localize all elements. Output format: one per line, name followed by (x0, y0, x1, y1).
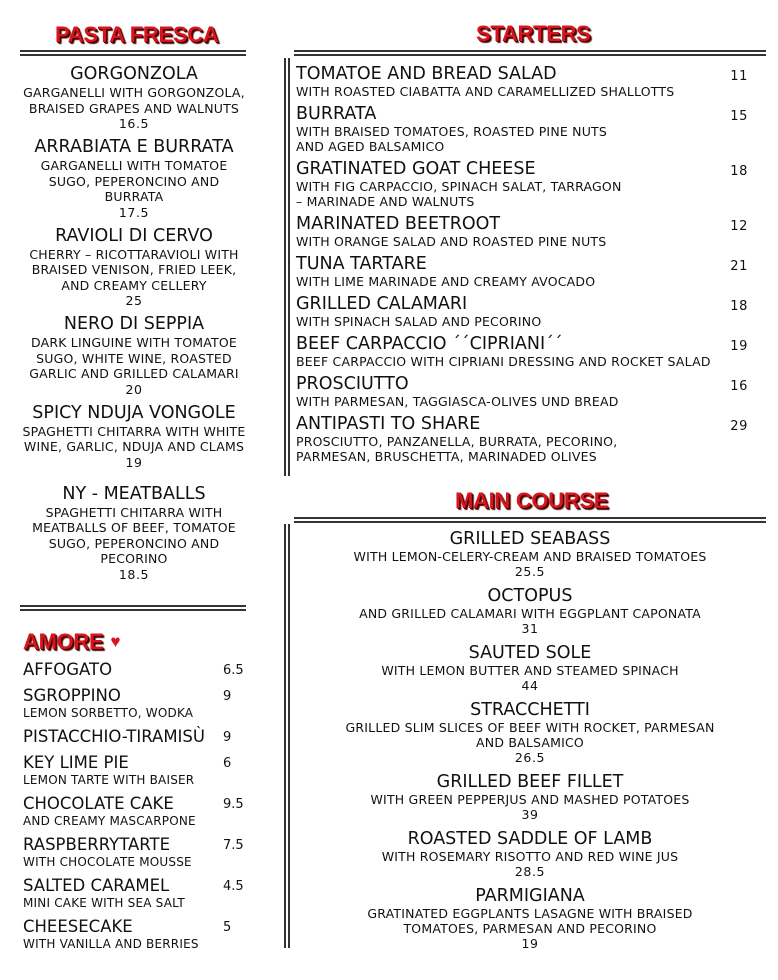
starter-item (296, 64, 748, 99)
starter-price: 18 (730, 299, 748, 314)
dessert-price: 9.5 (223, 797, 244, 812)
main-course-name: GRILLED BEEF FILLET (436, 772, 624, 792)
amore-title: AMORE (23, 629, 104, 654)
main-course-name: ROASTED SADDLE OF LAMB (407, 829, 653, 849)
starter-item (296, 159, 748, 209)
starter-name: MARINATED BEETROOT (296, 214, 501, 234)
main-course-item (292, 700, 768, 765)
pasta-list (18, 64, 250, 588)
starter-price: 16 (730, 379, 748, 394)
starter-name: BEEF CARPACCIO ´´CIPRIANI´´ (296, 334, 563, 354)
starter-price: 18 (730, 164, 748, 179)
pasta-price: 16.5 (118, 116, 150, 131)
starter-price: 29 (730, 419, 748, 434)
pasta-price: 17.5 (118, 204, 150, 220)
dessert-description: WITH VANILLA AND BERRIES (23, 937, 199, 951)
dessert-item (23, 686, 249, 721)
pasta-price: 19 (125, 454, 143, 470)
pasta-description: CHERRY – RICOTTARAVIOLI WITH BRAISED VENISON, FRIED LEEK, AND CREAMY CELLERY (29, 246, 239, 293)
pasta-top-rule (20, 50, 246, 56)
main-course-item (292, 772, 768, 822)
main-course-price: 28.5 (514, 864, 546, 879)
starter-description: WITH SPINACH SALAD AND PECORINO (296, 314, 542, 329)
starter-item (296, 254, 748, 289)
starter-name: TOMATOE AND BREAD SALAD (296, 64, 557, 84)
main-course-item (292, 586, 768, 636)
pasta-description: DARK LINGUINE WITH TOMATOE SUGO, WHITE WINE, ROASTED GARLIC AND GRILLED CALAMARI (29, 335, 239, 381)
pasta-item (18, 314, 250, 397)
pasta-description: GARGANELLI WITH TOMATOE SUGO, PEPERONCINO AND BURRATA (40, 158, 228, 204)
starter-item (296, 414, 748, 464)
pasta-name: NY - MEATBALLS (62, 483, 206, 504)
main-course-name: OCTOPUS (487, 586, 573, 606)
pasta-item (18, 484, 250, 582)
main-course-price: 19 (521, 936, 539, 951)
dessert-price: 4.5 (223, 879, 244, 894)
starters-heading: STARTERS (476, 21, 591, 46)
pasta-price: 25 (125, 293, 143, 308)
starter-price: 12 (730, 219, 748, 234)
main-course-item (292, 529, 768, 579)
starter-price: 21 (730, 259, 748, 274)
pasta-name: GORGONZOLA (70, 64, 198, 84)
main-course-description: WITH GREEN PEPPERJUS AND MASHED POTATOES (370, 792, 690, 807)
dessert-price: 5 (223, 920, 232, 935)
main-course-item (292, 829, 768, 879)
dessert-name: RASPBERRYTARTE (23, 835, 171, 854)
dessert-description: WITH CHOCOLATE MOUSSE (23, 855, 192, 869)
main-course-price: 31 (521, 621, 539, 636)
dessert-item (23, 727, 249, 747)
dessert-name: KEY LIME PIE (23, 753, 129, 772)
starter-item (296, 214, 748, 249)
dessert-item (23, 794, 249, 829)
main-course-price: 39 (521, 807, 539, 822)
main-course-description: WITH LEMON-CELERY-CREAM AND BRAISED TOMATOES (353, 549, 707, 564)
starter-name: TUNA TARTARE (296, 254, 427, 274)
dessert-price: 6 (223, 756, 232, 771)
dessert-item (23, 917, 249, 952)
pasta-description: GARGANELLI WITH GORGONZOLA, BRAISED GRAPES AND WALNUTS (23, 85, 245, 116)
pasta-description: SPAGHETTI CHITARRA WITH MEATBALLS OF BEEF, TOMATOE SUGO, PEPERONCINO AND PECORINO (32, 504, 236, 566)
main-course-top-rule (294, 517, 766, 523)
starters-top-rule (294, 50, 766, 56)
starter-description: WITH FIG CARPACCIO, SPINACH SALAT, TARRAGON – MARINADE AND WALNUTS (296, 179, 622, 209)
dessert-description: AND CREAMY MASCARPONE (23, 814, 196, 828)
starter-name: BURRATA (296, 104, 377, 124)
heart-icon: ♥ (110, 632, 121, 651)
dessert-price: 9 (223, 689, 232, 704)
starter-price: 15 (730, 109, 748, 124)
dessert-name: SGROPPINO (23, 686, 121, 705)
pasta-name: SPICY NDUJA VONGOLE (32, 402, 236, 423)
dessert-name: CHOCOLATE CAKE (23, 794, 174, 813)
dessert-name: AFFOGATO (23, 660, 113, 679)
starter-name: GRILLED CALAMARI (296, 294, 468, 314)
dessert-item (23, 660, 249, 680)
main-course-item (292, 886, 768, 951)
dessert-item (23, 876, 249, 911)
dessert-item (23, 753, 249, 788)
pasta-bottom-rule (20, 605, 246, 611)
main-course-side-rule (284, 524, 290, 948)
pasta-price: 18.5 (118, 566, 150, 582)
amore-list (23, 660, 249, 958)
pasta-description: SPAGHETTI CHITARRA WITH WHITE WINE, GARLIC, NDUJA AND CLAMS (22, 423, 246, 454)
starter-item (296, 334, 748, 369)
starters-list (296, 64, 748, 469)
starter-name: PROSCIUTTO (296, 374, 409, 394)
main-course-item (292, 643, 768, 693)
main-course-description: WITH LEMON BUTTER AND STEAMED SPINACH (381, 663, 679, 678)
dessert-description: LEMON TARTE WITH BAISER (23, 773, 195, 787)
dessert-description: MINI CAKE WITH SEA SALT (23, 896, 185, 910)
starter-description: WITH ROASTED CIABATTA AND CARAMELLIZED SHALLOTTS (296, 84, 675, 99)
starter-description: WITH BRAISED TOMATOES, ROASTED PINE NUTS AND AGED BALSAMICO (296, 124, 608, 154)
starter-item (296, 294, 748, 329)
starter-name: ANTIPASTI TO SHARE (296, 414, 481, 434)
dessert-item (23, 835, 249, 870)
main-course-price: 26.5 (514, 750, 546, 765)
dessert-price: 9 (223, 730, 232, 745)
starter-description: BEEF CARPACCIO WITH CIPRIANI DRESSING AND ROCKET SALAD (296, 354, 711, 369)
main-course-heading: MAIN COURSE (455, 488, 609, 513)
main-course-name: PARMIGIANA (475, 886, 585, 906)
dessert-name: PISTACCHIO-TIRAMISÙ (23, 727, 205, 746)
starter-price: 11 (730, 69, 748, 84)
main-course-name: SAUTED SOLE (468, 643, 592, 663)
dessert-name: SALTED CARAMEL (23, 876, 170, 895)
amore-heading (23, 629, 120, 655)
pasta-name: RAVIOLI DI CERVO (55, 225, 213, 246)
pasta-heading: PASTA FRESCA (55, 22, 219, 47)
starter-item (296, 374, 748, 409)
starter-name: GRATINATED GOAT CHEESE (296, 159, 536, 179)
dessert-price: 7.5 (223, 838, 244, 853)
main-course-description: GRILLED SLIM SLICES OF BEEF WITH ROCKET, PARMESAN AND BALSAMICO (345, 720, 715, 750)
pasta-item (18, 226, 250, 309)
pasta-name: NERO DI SEPPIA (63, 314, 205, 334)
main-course-price: 25.5 (514, 564, 546, 579)
main-course-description: AND GRILLED CALAMARI WITH EGGPLANT CAPONATA (359, 606, 701, 621)
pasta-item (18, 137, 250, 220)
main-course-name: STRACCHETTI (470, 700, 590, 720)
main-course-description: GRATINATED EGGPLANTS LASAGNE WITH BRAISED TOMATOES, PARMESAN AND PECORINO (367, 906, 693, 936)
pasta-name: ARRABIATA E BURRATA (34, 137, 234, 157)
starter-description: WITH PARMESAN, TAGGIASCA-OLIVES UND BREAD (296, 394, 619, 409)
main-course-name: GRILLED SEABASS (449, 529, 611, 549)
main-course-list (292, 529, 768, 958)
main-course-description: WITH ROSEMARY RISOTTO AND RED WINE JUS (381, 849, 679, 864)
dessert-description: LEMON SORBETTO, WODKA (23, 706, 194, 720)
pasta-price: 20 (125, 381, 143, 397)
starter-item (296, 104, 748, 154)
starter-description: PROSCIUTTO, PANZANELLA, BURRATA, PECORINO, PARMESAN, BRUSCHETTA, MARINADED OLIVES (296, 434, 618, 464)
dessert-price: 6.5 (223, 663, 244, 678)
main-course-price: 44 (521, 678, 539, 693)
starter-description: WITH LIME MARINADE AND CREAMY AVOCADO (296, 274, 596, 289)
starter-price: 19 (730, 339, 748, 354)
pasta-item (18, 64, 250, 131)
starter-description: WITH ORANGE SALAD AND ROASTED PINE NUTS (296, 234, 607, 249)
pasta-item (18, 403, 250, 470)
starters-side-rule (284, 58, 290, 476)
dessert-name: CHEESECAKE (23, 917, 133, 936)
